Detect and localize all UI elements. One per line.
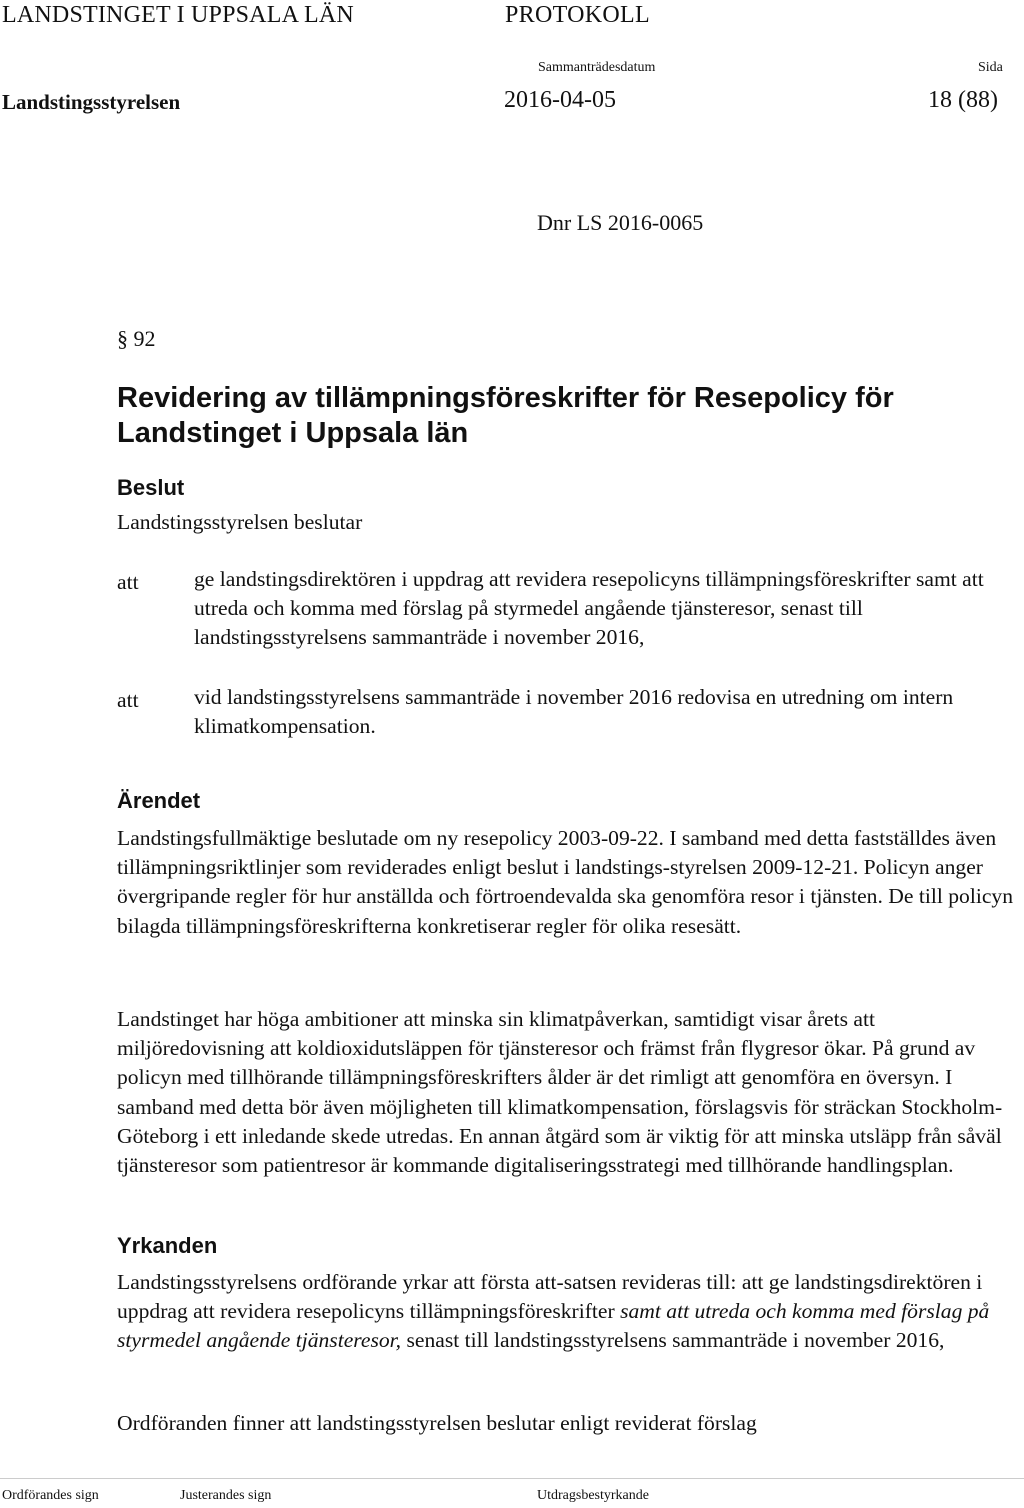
document-title: Revidering av tillämpningsföreskrifter för Resepolicy för Landstinget i Uppsala län xyxy=(117,382,894,449)
decision-item-label: att xyxy=(117,570,139,594)
page-number: 18 (88) xyxy=(928,87,998,113)
meeting-date: 2016-04-05 xyxy=(504,87,616,113)
background-paragraph-1: Landstingsfullmäktige beslutade om ny resepolicy 2003-09-22. I samband med detta fastställdes även tillämpningsriktlinjer som reviderades enligt beslut i landstings-styrelsen 2009-12-21. Policyn anger övergripande regler för hur anställda och förtroendevalda ska genomföra resor i tjänsten. De till policyn bilagda tillämpningsföreskrifterna konkretiserar regler för olika resesätt. xyxy=(117,826,1014,938)
chair-signature-label: Ordförandes sign xyxy=(2,1488,99,1503)
motions-text-start: Landstingsstyrelsens ordförande yrkar att första att-satsen revideras till: att ge landstingsdirektören i uppdrag att revidera resepolicyns tillämpningsföreskrifter xyxy=(117,1270,983,1324)
motions-text-italic: samt att utreda och komma med förslag på styrmedel angående tjänsteresor, xyxy=(117,1299,990,1353)
decision-item-label: att xyxy=(117,688,139,712)
meeting-date-label: Sammanträdesdatum xyxy=(538,60,656,75)
document-type: PROTOKOLL xyxy=(505,2,650,28)
extract-certification-label: Utdragsbestyrkande xyxy=(537,1488,649,1503)
adjuster-signature-label: Justerandes sign xyxy=(180,1488,272,1503)
background-heading: Ärendet xyxy=(117,788,201,813)
organization-name: LANDSTINGET I UPPSALA LÄN xyxy=(2,2,354,28)
motions-text xyxy=(117,1268,1024,1356)
case-number: Dnr LS 2016-0065 xyxy=(537,210,704,235)
motions-text-end: senast till landstingsstyrelsens sammanträde i november 2016, xyxy=(401,1328,945,1353)
board-name: Landstingsstyrelsen xyxy=(2,90,181,114)
decision-item-text: vid landstingsstyrelsens sammanträde i november 2016 redovisa en utredning om intern klimatkompensation. xyxy=(194,685,954,739)
footer-divider xyxy=(0,1478,1024,1479)
paragraph-number: § 92 xyxy=(117,326,156,351)
decision-item-text: ge landstingsdirektören i uppdrag att revidera resepolicyns tillämpningsföreskrifter samt att utreda och komma med förslag på styrmedel angående tjänsteresor, senast till landstingsstyrelsens sammanträde i november 2016, xyxy=(194,567,984,650)
background-paragraph-2: Landstinget har höga ambitioner att minska sin klimatpåverkan, samtidigt visar årets att miljöredovisning att koldioxidutsläppen för tjänsteresor och främst från flygresor ökar. På grund av policyn med tillhörande tillämpningsföreskrifters ålder är det rimligt att genomföra en översyn. I samband med detta bör även möjligheten till klimatkompensation, förslagsvis för sträckan Stockholm-Göteborg i ett inledande skede utredas. En annan åtgärd som är viktig för att minska utsläpp från såväl tjänsteresor som patientresor är kommande digitaliseringsstrategi med tillhörande handlingsplan. xyxy=(117,1007,1003,1178)
page-label: Sida xyxy=(978,60,1003,75)
motions-heading: Yrkanden xyxy=(117,1233,218,1258)
decision-heading: Beslut xyxy=(117,475,185,500)
chair-conclusion: Ordföranden finner att landstingsstyrelsen beslutar enligt reviderat förslag xyxy=(117,1411,757,1435)
decision-intro: Landstingsstyrelsen beslutar xyxy=(117,510,363,534)
